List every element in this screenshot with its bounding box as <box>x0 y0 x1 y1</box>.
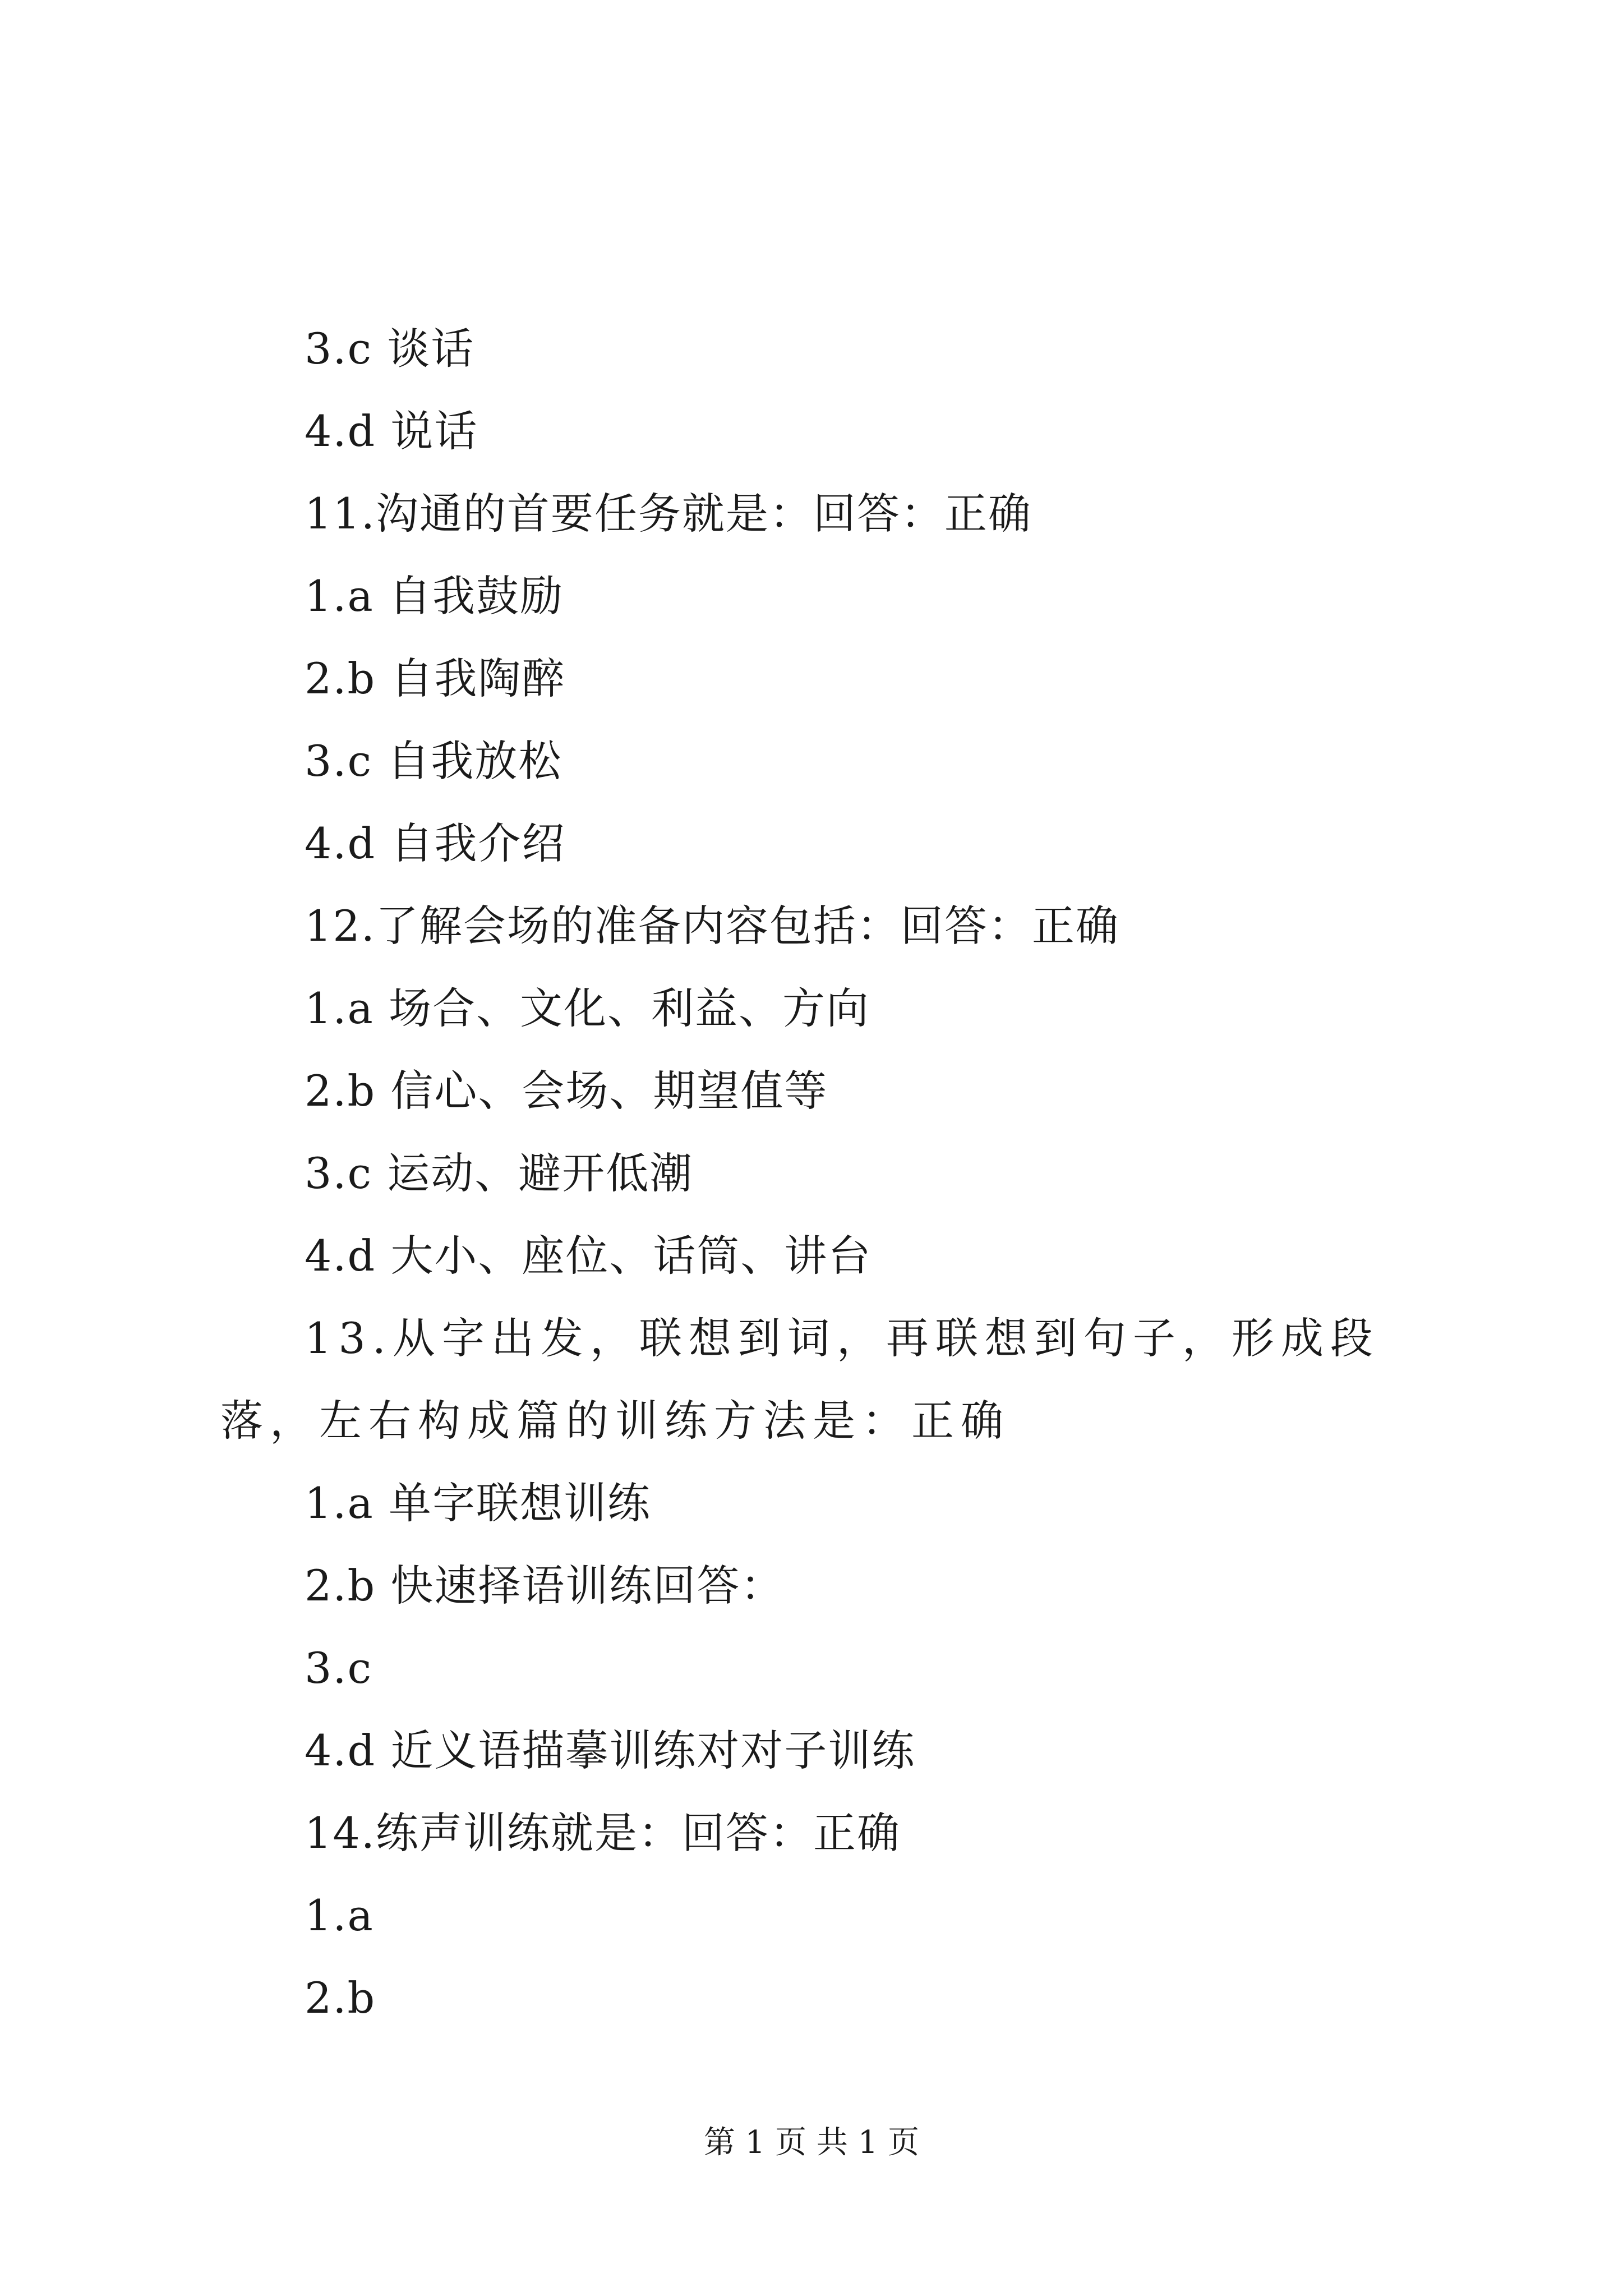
question-line: 11.沟通的首要任务就是：回答：正确 <box>305 489 1032 539</box>
option-line: 2.b 快速择语训练回答： <box>305 1561 785 1611</box>
option-line: 4.d 近义语描摹训练对对子训练 <box>305 1726 916 1775</box>
question-line: 13.从字出发，联想到词，再联想到句子，形成段落，左右构成篇的训练方法是：正确 <box>220 1313 1380 1446</box>
question-line: 12.了解会场的准备内容包括：回答：正确 <box>305 901 1119 951</box>
option-line: 4.d 自我介绍 <box>305 818 566 868</box>
option-line: 2.b <box>305 1973 376 2023</box>
option-line: 2.b 信心、会场、期望值等 <box>305 1066 828 1116</box>
option-line: 4.d 说话 <box>305 406 478 456</box>
option-line: 2.b 自我陶醉 <box>305 654 566 703</box>
page-footer: 第 1 页 共 1 页 <box>703 2124 920 2161</box>
question-line: 14.练声训练就是：回答：正确 <box>305 1808 901 1858</box>
option-line: 3.c 谈话 <box>305 324 475 374</box>
option-line: 1.a <box>305 1890 374 1940</box>
option-line: 1.a 场合、文化、利益、方向 <box>305 983 870 1033</box>
document-body <box>220 307 1426 2039</box>
option-line: 3.c 自我放松 <box>305 736 562 786</box>
option-line: 1.a 自我鼓励 <box>305 571 564 621</box>
option-line: 4.d 大小、座位、话筒、讲台 <box>305 1231 872 1281</box>
option-line: 3.c 运动、避开低潮 <box>305 1148 694 1198</box>
option-line: 1.a 单字联想训练 <box>305 1478 651 1528</box>
option-line: 3.c <box>305 1643 373 1693</box>
